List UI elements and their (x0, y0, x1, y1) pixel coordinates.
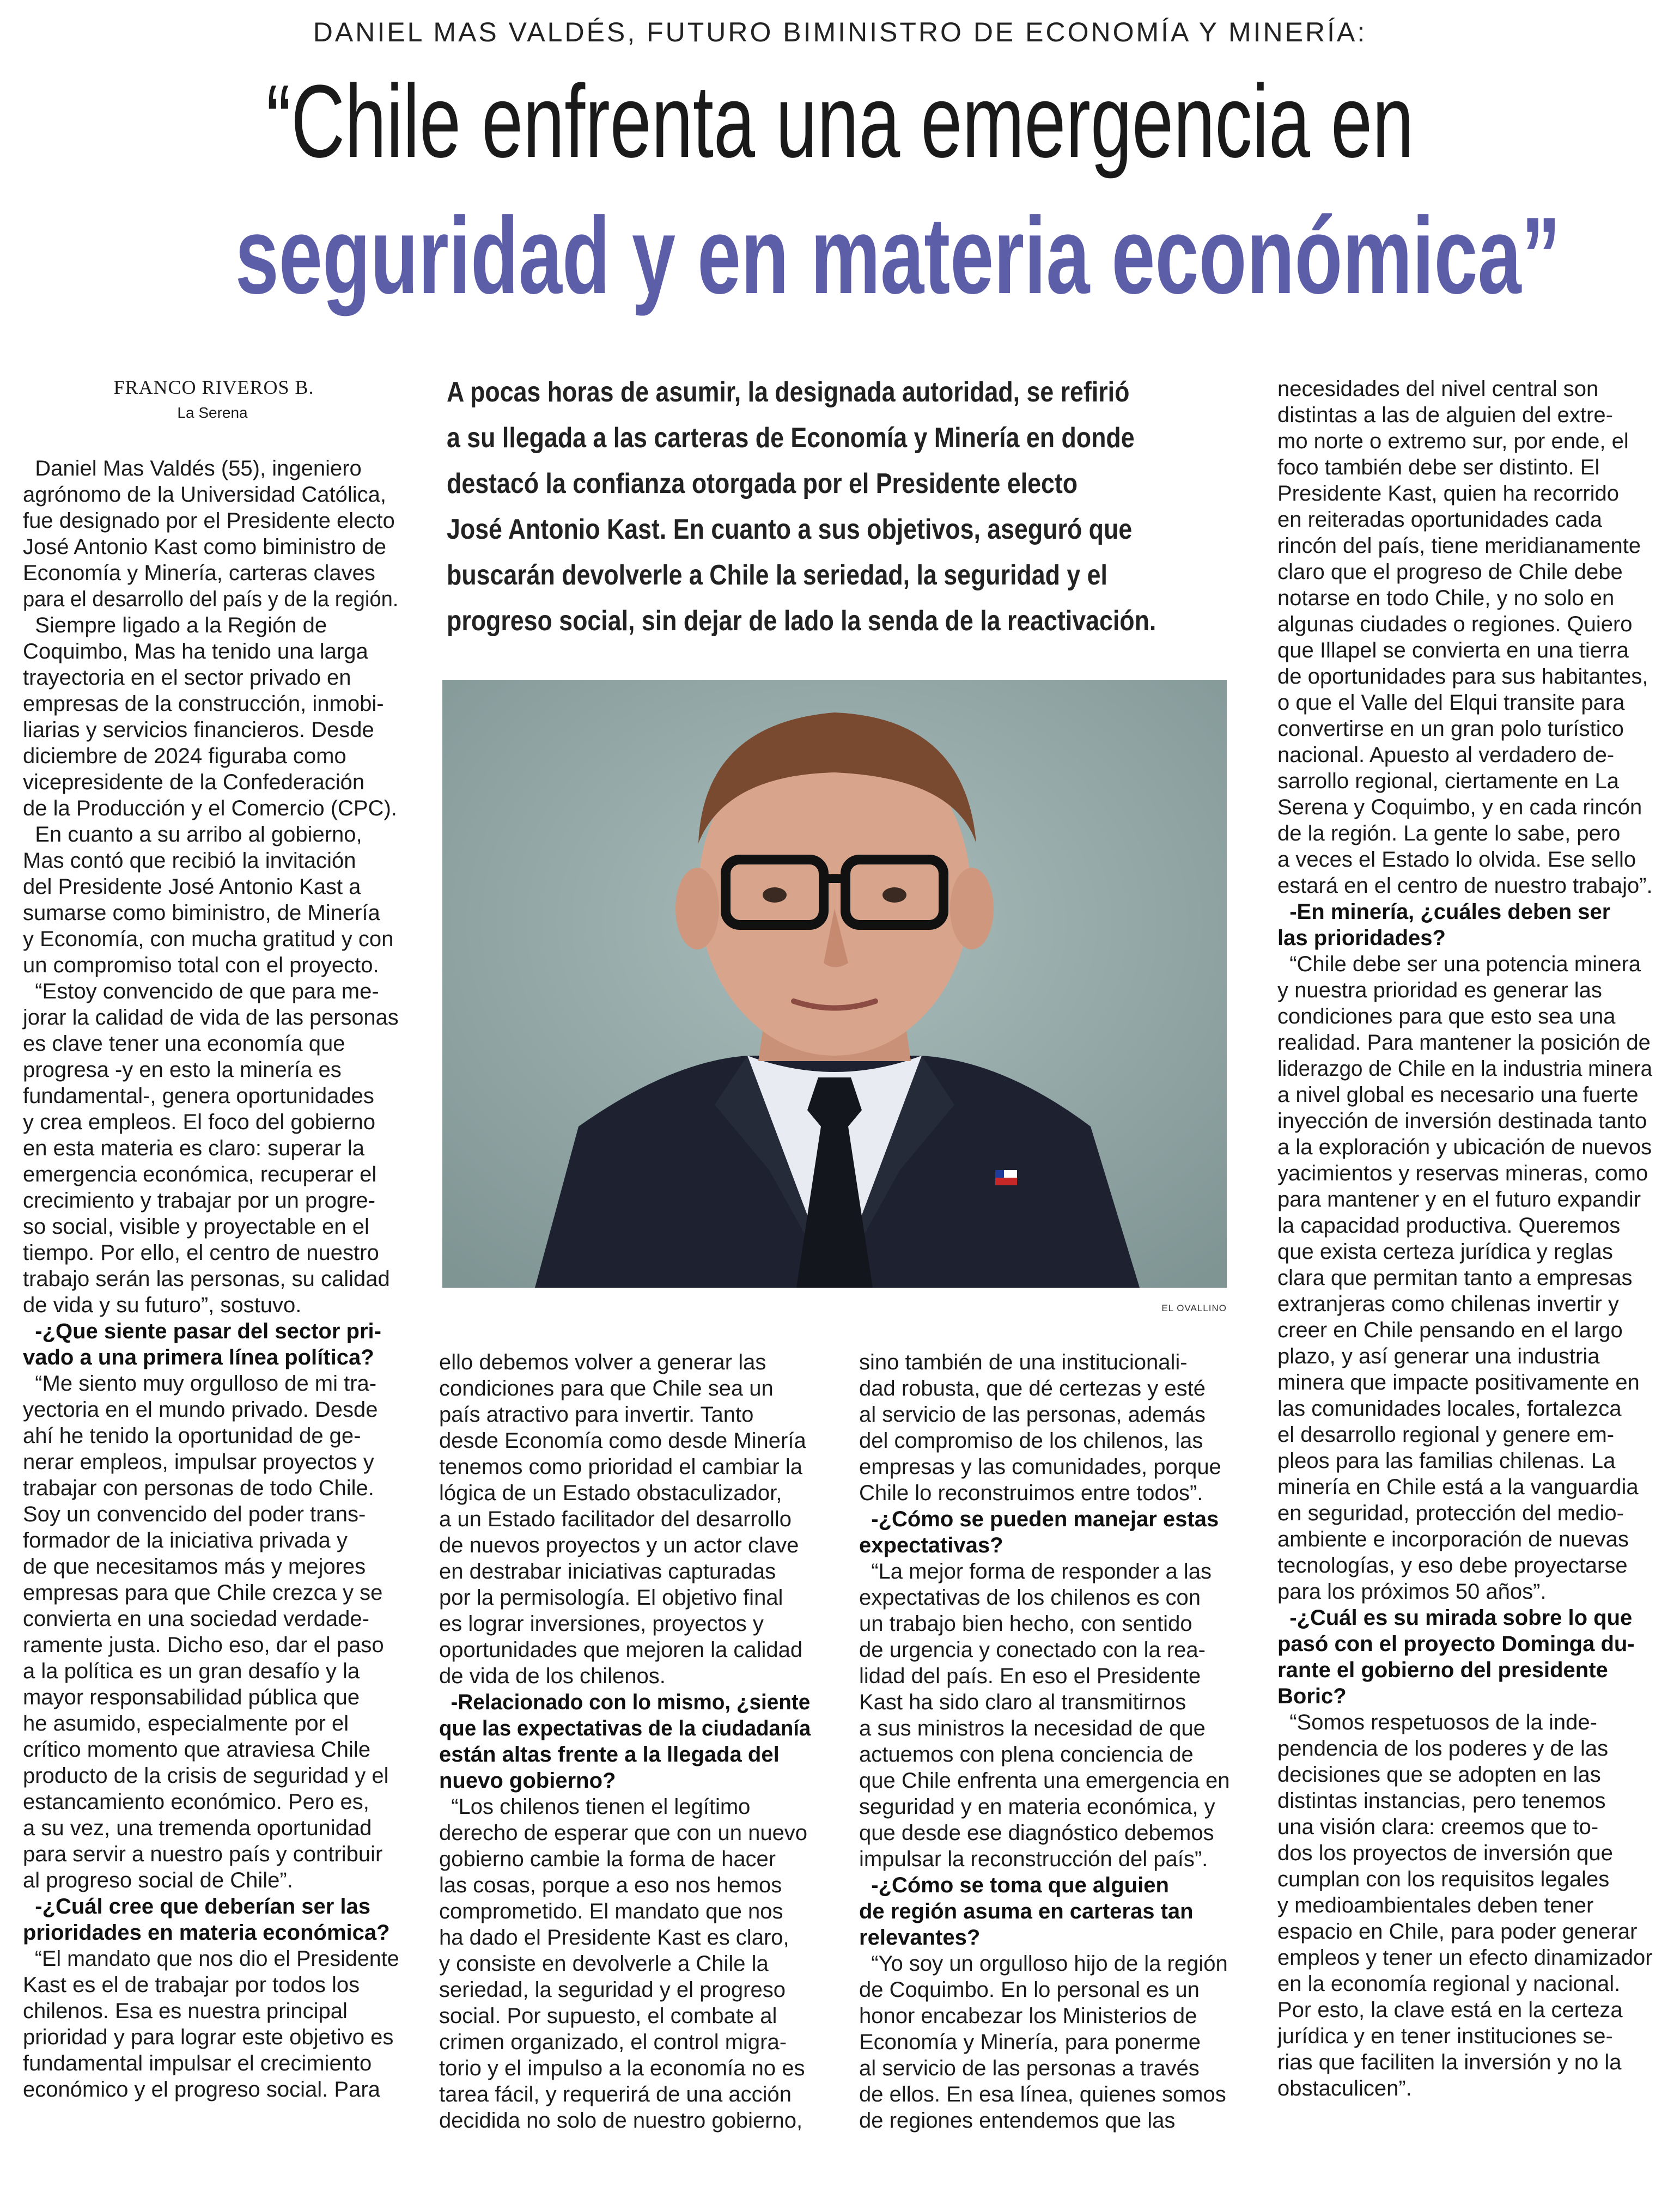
question-line: relevantes? (859, 1926, 981, 1950)
body-line: social. Por supuesto, el combate al (439, 2004, 777, 2028)
body-line: Coquimbo, Mas ha tenido una larga (23, 639, 368, 663)
body-line: sumarse como biministro, de Minería (23, 901, 380, 925)
body-line: las cosas, porque a eso nos hemos (439, 1873, 782, 1897)
body-line: ramente justa. Dicho eso, dar el paso (23, 1633, 384, 1657)
body-line: empleos y tener un efecto dinamizador (1277, 1946, 1653, 1970)
body-line: del Presidente José Antonio Kast a (23, 875, 361, 899)
body-line: de la región. La gente lo sabe, pero (1277, 821, 1621, 845)
body-line: impulsar la reconstrucción del país”. (859, 1847, 1208, 1871)
body-line: a nivel global es necesario una fuerte (1277, 1083, 1639, 1107)
question-line: -¿Cómo se toma que alguien (859, 1873, 1169, 1897)
body-line: nerar empleos, impulsar proyectos y (23, 1450, 374, 1474)
body-line: crítico momento que atraviesa Chile (23, 1738, 371, 1762)
body-line: yacimientos y reservas mineras, como (1277, 1161, 1648, 1185)
column-4 (1277, 376, 1652, 2102)
body-line: a la política es un gran desafío y la (23, 1659, 360, 1683)
body-line: fundamental impulsar el crecimiento (23, 2051, 372, 2075)
body-line: vicepresidente de la Confederación (23, 770, 365, 794)
body-line: ha dado el Presidente Kast es claro, (439, 1926, 789, 1950)
question-line: que las expectativas de la ciudadanía (439, 1716, 811, 1740)
body-line: a veces el Estado lo olvida. Ese sello (1277, 848, 1636, 872)
body-line: obstaculicen”. (1277, 2076, 1412, 2100)
body-line: una visión clara: creemos que to- (1277, 1815, 1599, 1839)
body-line: sarrollo regional, ciertamente en La (1277, 769, 1620, 793)
body-line: yectoria en el mundo privado. Desde (23, 1398, 378, 1422)
body-line: condiciones para que Chile sea un (439, 1376, 774, 1400)
body-line: pleos para las familias chilenas. La (1277, 1449, 1616, 1473)
body-line: tiempo. Por ello, el centro de nuestro (23, 1241, 379, 1265)
body-line: convierta en una sociedad verdade- (23, 1607, 369, 1631)
question-line: Boric? (1277, 1684, 1347, 1708)
body-line: dad robusta, que dé certezas y esté (859, 1376, 1206, 1400)
body-line: José Antonio Kast como biministro de (23, 535, 387, 559)
body-line: formador de la iniciativa privada y (23, 1528, 348, 1552)
body-line: convertirse en un gran polo turístico (1277, 717, 1624, 741)
kicker: DANIEL MAS VALDÉS, FUTURO BIMINISTRO DE ECONOMÍA Y MINERÍA: (313, 17, 1367, 47)
body-line: realidad. Para mantener la posición de (1277, 1031, 1651, 1055)
question-line: pasó con el proyecto Dominga du- (1277, 1632, 1635, 1656)
body-line: minería en Chile está a la vanguardia (1277, 1475, 1639, 1499)
body-line: o que el Valle del Elqui transite para (1277, 691, 1625, 715)
body-line: liderazgo de Chile en la industria minera (1277, 1057, 1653, 1081)
body-line: Presidente Kast, quien ha recorrido (1277, 482, 1620, 505)
body-line: para mantener y en el futuro expandir (1277, 1187, 1641, 1211)
body-line: Economía y Minería, para ponerme (859, 2030, 1201, 2054)
byline-place: La Serena (177, 404, 248, 421)
lead-line: A pocas horas de asumir, la designada autoridad, se refirió (447, 376, 1130, 408)
body-line: producto de la crisis de seguridad y el (23, 1764, 389, 1788)
body-line: trabajar con personas de todo Chile. (23, 1476, 374, 1500)
body-line: que Illapel se convierta en una tierra (1277, 638, 1629, 662)
body-line: a su vez, una tremenda oportunidad (23, 1816, 372, 1840)
body-line: jurídica y en tener instituciones se- (1277, 2024, 1613, 2048)
body-line: para servir a nuestro país y contribuir (23, 1842, 383, 1866)
body-line: empresas y las comunidades, porque (859, 1455, 1221, 1479)
body-line: y nuestra prioridad es generar las (1277, 978, 1602, 1002)
body-line: rincón del país, tiene meridianamente (1277, 534, 1641, 558)
body-line: es clave tener una economía que (23, 1032, 345, 1056)
question-line: expectativas? (859, 1533, 1003, 1557)
body-line: claro que el progreso de Chile debe (1277, 560, 1623, 584)
body-line: tarea fácil, y requerirá de una acción (439, 2082, 792, 2106)
body-line: “La mejor forma de responder a las (859, 1560, 1212, 1583)
body-line: para los próximos 50 años”. (1277, 1580, 1547, 1604)
body-line: desde Economía como desde Minería (439, 1429, 806, 1453)
body-line: progresa -y en esto la minería es (23, 1058, 342, 1082)
body-line: he asumido, especialmente por el (23, 1711, 349, 1735)
body-line: emergencia económica, recuperar el (23, 1162, 377, 1186)
body-line: extranjeras como chilenas invertir y (1277, 1292, 1619, 1316)
question-line: vado a una primera línea política? (23, 1345, 374, 1369)
body-line: y consiste en devolverle a Chile la (439, 1952, 769, 1976)
lead-paragraph (447, 369, 1220, 644)
lead-line: a su llegada a las carteras de Economía y Minería en donde (447, 422, 1135, 454)
body-line: decisiones que se adopten en las (1277, 1763, 1601, 1787)
body-line: la capacidad productiva. Queremos (1277, 1214, 1621, 1238)
column-2 (439, 1349, 811, 2134)
body-line: seguridad y en materia económica, y (859, 1795, 1215, 1819)
body-line: torio y el impulso a la economía no es (439, 2056, 805, 2080)
body-line: empresas de la construcción, inmobi- (23, 692, 384, 716)
body-line: en la economía regional y nacional. (1277, 1972, 1621, 1996)
body-line: “Estoy convencido de que para me- (23, 979, 379, 1003)
question-line: nuevo gobierno? (439, 1769, 616, 1793)
body-line: mo norte o extremo sur, por ende, el (1277, 429, 1629, 453)
body-line: estará en el centro de nuestro trabajo”. (1277, 874, 1653, 898)
body-line: inyección de inversión destinada tanto (1277, 1109, 1647, 1133)
question-line: -¿Cuál cree que deberían ser las (23, 1895, 371, 1918)
question-line: rante el gobierno del presidente (1277, 1658, 1608, 1682)
body-line: un compromiso total con el proyecto. (23, 953, 379, 977)
body-line: económico y el progreso social. Para (23, 2078, 380, 2102)
body-line: chilenos. Esa es nuestra principal (23, 1999, 348, 2023)
body-line: sino también de una institucionali- (859, 1350, 1188, 1374)
portrait-illustration (442, 680, 1227, 1288)
body-line: cumplan con los requisitos legales (1277, 1867, 1610, 1891)
body-line: so social, visible y proyectable en el (23, 1215, 369, 1239)
body-line: seriedad, la seguridad y el progreso (439, 1978, 786, 2002)
body-line: crimen organizado, el control migra- (439, 2030, 787, 2054)
body-line: de oportunidades para sus habitantes, (1277, 665, 1648, 689)
body-line: liarias y servicios financieros. Desde (23, 718, 374, 742)
body-line: al servicio de las personas, además (859, 1403, 1206, 1427)
column-1 (23, 455, 399, 2103)
body-line: actuemos con plena conciencia de (859, 1743, 1194, 1767)
body-line: país atractivo para invertir. Tanto (439, 1403, 754, 1427)
body-line: en seguridad, protección del medio- (1277, 1501, 1624, 1525)
question-line: prioridades en materia económica? (23, 1921, 390, 1945)
portrait-photo (442, 680, 1227, 1288)
body-line: Siempre ligado a la Región de (23, 613, 327, 637)
body-line: estancamiento económico. Pero es, (23, 1790, 369, 1814)
body-line: en destrabar iniciativas capturadas (439, 1560, 776, 1583)
body-line: para el desarrollo del país y de la región. (23, 587, 399, 611)
body-line: Kast es el de trabajar por todos los (23, 1973, 360, 1997)
body-line: al progreso social de Chile”. (23, 1868, 293, 1892)
body-line: y medioambientales deben tener (1277, 1893, 1594, 1917)
body-line: el desarrollo regional y genere em- (1277, 1423, 1615, 1447)
body-line: gobierno cambie la forma de hacer (439, 1847, 776, 1871)
body-line: de la Producción y el Comercio (CPC). (23, 796, 397, 820)
body-line: de vida y su futuro”, sostuvo. (23, 1293, 302, 1317)
body-line: un trabajo bien hecho, con sentido (859, 1612, 1192, 1636)
body-line: en esta materia es claro: superar la (23, 1136, 364, 1160)
lead-line: progreso social, sin dejar de lado la senda de la reactivación. (447, 605, 1156, 637)
body-line: es lograr inversiones, proyectos y (439, 1612, 764, 1636)
body-line: las comunidades locales, fortalezca (1277, 1397, 1622, 1421)
body-line: fue designado por el Presidente electo (23, 509, 395, 533)
body-line: crecimiento y trabajar por un progre- (23, 1189, 375, 1213)
body-line: condiciones para que esto sea una (1277, 1004, 1616, 1028)
body-line: minera que impacte positivamente en (1277, 1370, 1640, 1394)
body-line: a un Estado facilitador del desarrollo (439, 1507, 792, 1531)
body-line: tenemos como prioridad el cambiar la (439, 1455, 802, 1479)
body-line: que Chile enfrenta una emergencia en (859, 1769, 1230, 1793)
body-line: foco también debe ser distinto. El (1277, 455, 1600, 479)
headline-line-2: seguridad y en materia económica” (235, 195, 1561, 316)
body-line: derecho de esperar que con un nuevo (439, 1821, 808, 1845)
body-line: honor encabezar los Ministerios de (859, 2004, 1197, 2028)
body-line: “El mandato que nos dio el Presidente (23, 1947, 399, 1971)
body-line: Serena y Coquimbo, y en cada rincón (1277, 795, 1642, 819)
body-line: a sus ministros la necesidad de que (859, 1716, 1206, 1740)
question-line: -¿Cuál es su mirada sobre lo que (1277, 1606, 1633, 1630)
body-line: Economía y Minería, carteras claves (23, 561, 375, 585)
body-line: Chile lo reconstruimos entre todos”. (859, 1481, 1203, 1505)
body-line: ello debemos volver a generar las (439, 1350, 766, 1374)
lead-line: José Antonio Kast. En cuanto a sus objetivos, aseguró que (447, 514, 1133, 545)
body-line: ahí he tenido la oportunidad de ge- (23, 1424, 361, 1448)
body-line: “Los chilenos tienen el legítimo (439, 1795, 751, 1819)
body-line: distintas a las de alguien del extre- (1277, 403, 1613, 427)
question-line: están altas frente a la llegada del (439, 1743, 780, 1767)
body-line: En cuanto a su arribo al gobierno, (23, 823, 362, 846)
body-line: ambiente e incorporación de nuevas (1277, 1527, 1629, 1551)
body-line: Daniel Mas Valdés (55), ingeniero (23, 456, 362, 480)
body-line: empresas para que Chile crezca y se (23, 1581, 383, 1605)
body-line: trabajo serán las personas, su calidad (23, 1267, 390, 1291)
body-line: nacional. Apuesto al verdadero de- (1277, 743, 1615, 767)
body-line: Por esto, la clave está en la certeza (1277, 1998, 1623, 2022)
body-line: a la exploración y ubicación de nuevos (1277, 1135, 1652, 1159)
body-line: plazo, y así generar una industria (1277, 1344, 1600, 1368)
body-line: decidida no solo de nuestro gobierno, (439, 2109, 803, 2133)
lead-line: destacó la confianza otorgada por el Presidente electo (447, 468, 1078, 500)
body-line: distintas instancias, pero tenemos (1277, 1789, 1606, 1813)
body-line: agrónomo de la Universidad Católica, (23, 483, 387, 507)
byline-author: FRANCO RIVEROS B. (113, 376, 314, 398)
question-line: de región asuma en carteras tan (859, 1899, 1194, 1923)
question-line: -¿Cómo se pueden manejar estas (859, 1507, 1219, 1531)
question-line: -Relacionado con lo mismo, ¿siente (439, 1690, 811, 1714)
body-line: Kast ha sido claro al transmitirnos (859, 1690, 1186, 1714)
question-line: -¿Que siente pasar del sector pri- (23, 1319, 381, 1343)
question-line: las prioridades? (1277, 926, 1446, 950)
body-line: rias que faciliten la inversión y no la (1277, 2050, 1622, 2074)
body-line: clara que permitan tanto a empresas (1277, 1266, 1633, 1290)
photo-credit: EL OVALLINO (1161, 1303, 1227, 1313)
question-line: -En minería, ¿cuáles deben ser (1277, 900, 1611, 924)
body-line: fundamental-, genera oportunidades (23, 1084, 374, 1108)
body-line: que desde ese diagnóstico debemos (859, 1821, 1214, 1845)
body-line: por la permisología. El objetivo final (439, 1586, 783, 1610)
body-line: en reiteradas oportunidades cada (1277, 508, 1602, 532)
body-line: de Coquimbo. En lo personal es un (859, 1978, 1200, 2002)
body-line: del compromiso de los chilenos, las (859, 1429, 1203, 1453)
body-line: “Somos respetuosos de la inde- (1277, 1710, 1597, 1734)
body-line: espacio en Chile, para poder generar (1277, 1920, 1638, 1944)
body-line: diciembre de 2024 figuraba como (23, 744, 346, 768)
lead-line: buscarán devolverle a Chile la seriedad, la seguridad y el (447, 559, 1107, 591)
body-line: al servicio de las personas a través (859, 2056, 1200, 2080)
body-line: de vida de los chilenos. (439, 1664, 666, 1688)
body-line: prioridad y para lograr este objetivo es (23, 2025, 394, 2049)
body-line: creer en Chile pensando en el largo (1277, 1318, 1623, 1342)
body-line: dos los proyectos de inversión que (1277, 1841, 1613, 1865)
column-3 (859, 1349, 1231, 2134)
body-line: lidad del país. En eso el Presidente (859, 1664, 1201, 1688)
body-line: de regiones entendemos que las (859, 2109, 1176, 2133)
body-line: Soy un convencido del poder trans- (23, 1502, 366, 1526)
body-line: necesidades del nivel central son (1277, 377, 1599, 401)
body-line: tecnologías, y eso debe proyectarse (1277, 1554, 1628, 1577)
body-line: de que necesitamos más y mejores (23, 1555, 366, 1579)
body-line: oportunidades que mejoren la calidad (439, 1638, 803, 1662)
body-line: “Chile debe ser una potencia minera (1277, 952, 1641, 976)
body-line: expectativas de los chilenos es con (859, 1586, 1201, 1610)
body-line: comprometido. El mandato que nos (439, 1899, 783, 1923)
body-line: jorar la calidad de vida de las personas (23, 1006, 399, 1030)
body-line: “Yo soy un orgulloso hijo de la región (859, 1952, 1228, 1976)
body-line: Mas contó que recibió la invitación (23, 849, 356, 873)
body-line: que exista certeza jurídica y reglas (1277, 1240, 1613, 1264)
body-line: pendencia de los poderes y de las (1277, 1737, 1609, 1761)
body-line: “Me siento muy orgulloso de mi tra- (23, 1372, 377, 1396)
body-line: algunas ciudades o regiones. Quiero (1277, 612, 1633, 636)
body-line: notarse en todo Chile, y no solo en (1277, 586, 1615, 610)
body-line: y Economía, con mucha gratitud y con (23, 927, 394, 951)
body-line: trayectoria en el sector privado en (23, 666, 351, 690)
body-line: de urgencia y conectado con la rea- (859, 1638, 1206, 1662)
body-line: de nuevos proyectos y un actor clave (439, 1533, 799, 1557)
headline-line-1: “Chile enfrenta una emergencia en (266, 64, 1414, 179)
body-line: mayor responsabilidad pública que (23, 1685, 360, 1709)
body-line: y crea empleos. El foco del gobierno (23, 1110, 376, 1134)
body-line: lógica de un Estado obstaculizador, (439, 1481, 782, 1505)
body-line: de ellos. En esa línea, quienes somos (859, 2082, 1226, 2106)
